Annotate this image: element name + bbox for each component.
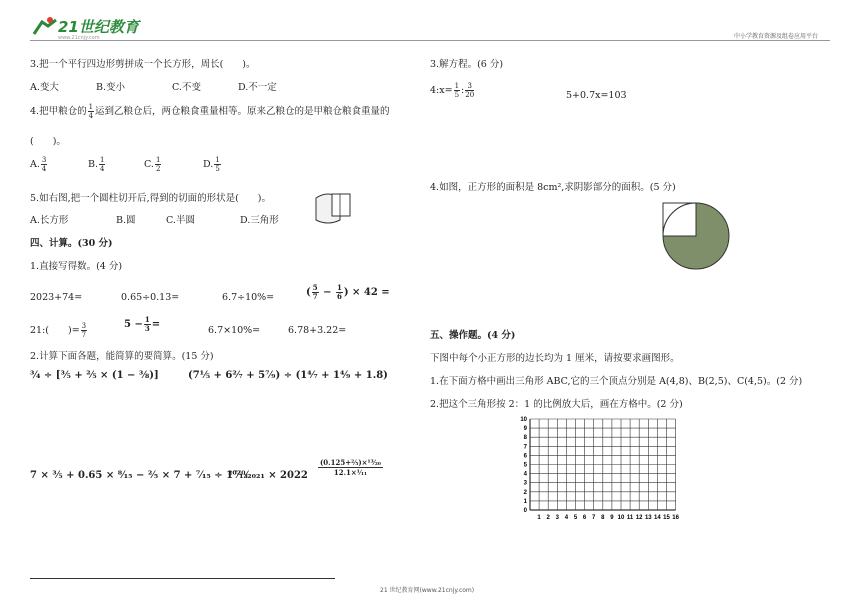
question-3-text: 3.把一个平行四边形剪拼成一个长方形，周长( )。 (30, 59, 256, 70)
calc-1-title: 1.直接写得数。(4 分) (30, 261, 123, 272)
q3-option-d: D.不一定 (238, 82, 277, 93)
q4-option-b: B. $\frac{1}{4}$ (88, 156, 105, 173)
equation-2: 5+0.7x=103 (566, 90, 627, 101)
grid-y-label: 0 (523, 508, 527, 514)
grid-y-label: 8 (523, 435, 527, 442)
calc-1-item-2: 0.65÷0.13= (121, 292, 180, 303)
q5-option-b: B.圆 (116, 215, 136, 226)
grid-x-label: 1 (537, 515, 541, 521)
header-platform-text: 中小学教育资源及组卷应用平台 (733, 33, 818, 40)
q5-option-d: D.三角形 (240, 215, 279, 226)
shaded-square-circle-figure (660, 200, 732, 272)
grid-y-label: 1 (523, 498, 527, 505)
grid-y-label: 7 (523, 444, 527, 451)
r-question-3-title: 3.解方程。(6 分) (430, 59, 504, 70)
calc-2-expr-1: ¾ ÷ [⅗ + ⅖ × (1 − ⅜)] (30, 370, 159, 381)
calc-1-item-8: 6.78+3.22= (288, 325, 347, 336)
logo (30, 16, 60, 42)
footer-text: 21 世纪教育网(www.21cnjy.com) (380, 587, 475, 594)
q3-option-a: A.变大 (30, 82, 59, 93)
grid-y-label: 4 (523, 471, 527, 478)
expr-5-numerator: (0.125+⅖)×¹³⁄₂₀ (320, 458, 381, 467)
logo-runner-icon (30, 16, 60, 38)
grid-y-label: 9 (523, 426, 527, 433)
grid-x-label: 11 (626, 515, 634, 521)
grid-y-label: 3 (523, 480, 527, 487)
q4-text-a: 4.把甲粮仓的 (30, 106, 87, 117)
grid-x-label: 7 (592, 515, 596, 521)
section-4-heading: 四、计算。(30 分) (30, 238, 113, 249)
calc-1-item-7: 6.7×10%= (208, 325, 261, 336)
coordinate-grid[interactable] (516, 414, 686, 524)
footer-rule (30, 578, 335, 579)
section-5-heading: 五、操作题。(4 分) (430, 330, 516, 341)
grid-x-label: 5 (573, 515, 578, 521)
q4-text-b: 运到乙粮仓后，两仓粮食重量相等。原来乙粮仓的是甲粮仓粮食重量的 (95, 106, 390, 117)
calc-1-item-6: 5 − $\frac{1}{3}$ = (124, 315, 161, 333)
grid-x-label: 9 (610, 515, 614, 521)
operation-intro: 下图中每个小正方形的边长均为 1 厘米，请按要求画图形。 (430, 353, 680, 364)
grid-x-label: 4 (564, 515, 569, 521)
calc-2-expr-5 (318, 458, 383, 477)
grid-x-label: 6 (582, 515, 587, 521)
q5-option-a: A.长方形 (30, 215, 69, 226)
grid-y-label: 5 (523, 462, 527, 469)
q4-option-a: A. $\frac{3}{4}$ (30, 156, 47, 173)
q4-option-d: D. $\frac{1}{5}$ (203, 156, 220, 173)
grid-y-label: 2 (523, 489, 527, 496)
calc-1-item-4: ( $\frac{5}{7}$ − $\frac{1}{6}$ ) × 42 = (306, 283, 390, 301)
header-rule (30, 40, 830, 41)
calc-1-item-1: 2023+74= (30, 292, 83, 303)
calc-2-expr-2: (7⅕ + 6²⁄₇ + 5⁷⁄₉) ÷ (1⁴⁄₇ + 1⁴⁄₉ + 1.8) (188, 370, 388, 381)
calc-2-expr-3: 7 × ⅗ + 0.65 × ⁸⁄₁₅ − ²⁄₅ × 7 + ⁷⁄₁₅ ÷ 1⁷⁄₁₃ (30, 470, 248, 481)
grid-y-label: 10 (520, 417, 527, 423)
calc-2-title: 2.计算下面各题，能简算的要简算。(15 分) (30, 351, 214, 362)
logo-url: www.21cnjy.com (58, 35, 100, 41)
grid-x-label: 2 (546, 515, 550, 521)
grid-x-label: 8 (601, 515, 605, 521)
grid-x-label: 3 (555, 515, 559, 521)
grid-x-label: 13 (644, 515, 652, 521)
grid-x-label: 14 (654, 515, 661, 521)
q4-fraction: $\frac{1}{4}$ (88, 103, 94, 120)
q3-option-c: C.不变 (172, 82, 201, 93)
q4-blank: ( )。 (30, 136, 66, 147)
expr-5-denominator: 12.1×¹⁄₁₁ (333, 468, 368, 477)
q4-option-c: C. $\frac{1}{2}$ (144, 156, 161, 173)
operation-1: 1.在下面方格中画出三角形 ABC,它的三个顶点分别是 A(4,8)、B(2,5)、C(4,5)。(2 分) (430, 376, 803, 387)
grid-x-label: 16 (672, 515, 679, 521)
q3-option-b: B.变小 (96, 82, 126, 93)
calc-2-expr-4: ²⁰²⁰⁄₂₀₂₁ × 2022 (228, 470, 308, 481)
cut-cylinder-figure (312, 190, 354, 224)
calc-1-item-3: 6.7÷10%= (222, 292, 275, 303)
grid-x-label: 12 (635, 515, 643, 521)
logo-text: 21世纪教育 (58, 18, 139, 36)
grid-x-label: 10 (617, 515, 625, 521)
calc-1-item-5: 21:( )= $\frac{3}{7}$ (30, 322, 87, 339)
grid-y-label: 6 (523, 453, 527, 460)
operation-2: 2.把这个三角形按 2：1 的比例放大后，画在方格中。(2 分) (430, 399, 683, 410)
r-question-4-text: 4.如图，正方形的面积是 8cm²,求阴影部分的面积。(5 分) (430, 182, 676, 193)
q5-option-c: C.半圆 (166, 215, 195, 226)
question-5-text: 5.如右图,把一个圆柱切开后,得到的切面的形状是( )。 (30, 193, 272, 204)
grid-x-label: 15 (663, 515, 670, 521)
question-4-text (30, 103, 390, 120)
equation-1: 4:x= $\frac{1}{5}$ : $\frac{3}{20}$ (430, 82, 475, 99)
